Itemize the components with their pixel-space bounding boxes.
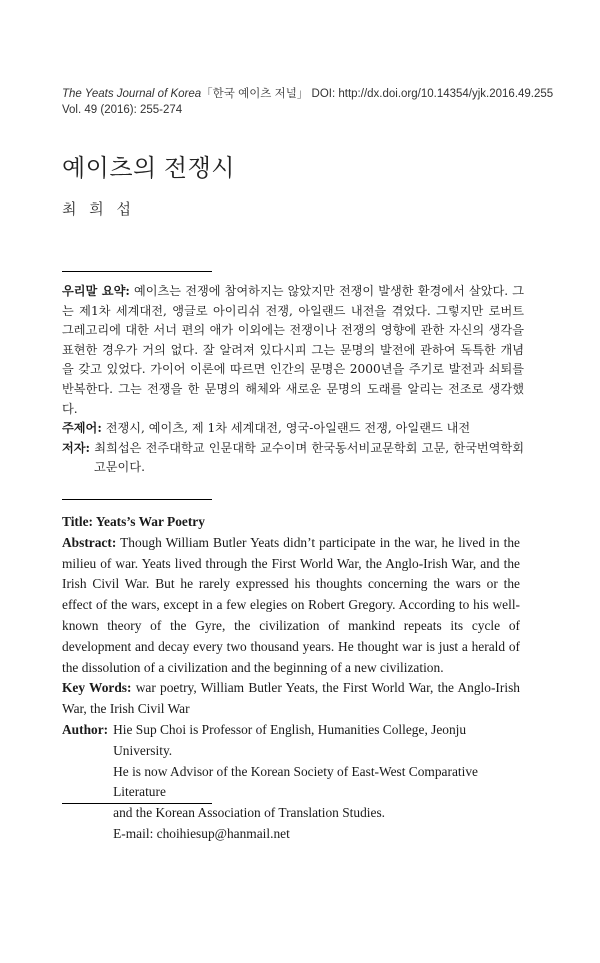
english-title-text: Yeats’s War Poetry [93,514,205,529]
english-title-label: Title: [62,514,93,529]
korean-keywords-text: 전쟁시, 예이츠, 제 1차 세계대전, 영국-아일랜드 전쟁, 아일랜드 내전 [101,421,471,436]
journal-header [62,86,562,118]
journal-citation-line [62,86,562,102]
paper-title: 예이츠의 전쟁시 [62,155,235,182]
english-abstract-label: Abstract: [62,534,117,550]
english-abstract-text: Though William Butler Yeats didn’t participate in the war, he lived in the milieu of war. Yeats lived through the First World War, the Anglo-Irish War, and the Irish Civil War. But he rarely expressed his thoughts concerning the wars or the effect of the wars, except in a few elegies on Robert Gregory. According to his well-known theory of the Gyre, the civilization of mankind repeats its cycle of development and decay every two thousand years. He thought war is just a herald of the dissolution of a civilization and the beginning of a new civilization. [62,534,520,675]
korean-keywords [62,419,524,439]
korean-abstract-text: 예이츠는 전쟁에 참여하지는 않았지만 전쟁이 발생한 환경에서 살았다. 그는 제1차 세계대전, 앵글로 아이리쉬 전쟁, 아일랜드 내전을 겪었다. 그렇지만 로버트 그레고리에 대한 서너 편의 애가 이외에는 전쟁이나 전쟁의 영향에 관한 자신의 생각을 표현한 경우가 거의 없다. 잘 알려져 있다시피 그는 문명의 발전에 관하여 독특한 개념을 갖고 있었다. 가이어 이론에 따르면 인간의 문명은 2000년을 주기로 발전과 쇠퇴를 반복한다. 그는 전쟁을 한 문명의 해체와 새로운 문명의 도래를 알리는 전조로 생각했다. [62,284,525,416]
english-abstract [62,533,520,679]
english-author-body [113,720,520,845]
author-email[interactable]: E-mail: choihiesup@hanmail.net [113,825,290,841]
english-author-line: He is now Advisor of the Korean Society of East-West Comparative Literature [113,763,478,800]
korean-author-label: 저자: [62,440,91,455]
volume-info: Vol. 49 (2016): 255-274 [62,104,183,116]
korean-abstract [62,282,524,419]
english-abstract-section [62,512,520,845]
english-keywords-text: war poetry, William Butler Yeats, the First World War, the Anglo-Irish War, the Irish Civil War [62,680,520,717]
paper-author: 최 희 섭 [62,200,136,218]
english-author-label: Author: [62,721,109,737]
journal-name: The Yeats Journal of Korea [62,88,202,100]
english-keywords [62,678,520,720]
english-title [62,512,520,533]
korean-abstract-section [62,282,524,478]
korean-author-info [62,439,524,478]
korean-author-text: 최희섭은 전주대학교 인문대학 교수이며 한국동서비교문학회 고문, 한국번역학회고문이다. [90,440,524,475]
section-divider-bottom [62,803,212,804]
journal-korean-name: 「한국 예이츠 저널」 [201,88,309,100]
english-author-line: Hie Sup Choi is Professor of English, Humanities College, Jeonju University. [113,721,467,758]
section-divider-top [62,271,212,272]
korean-keywords-label: 주제어: [62,421,102,436]
section-divider-middle [62,499,212,500]
doi-link[interactable]: DOI: http://dx.doi.org/10.14354/yjk.2016.49.255 [311,88,554,100]
korean-abstract-label: 우리말 요약: [62,284,130,298]
english-keywords-label: Key Words: [62,680,132,696]
english-author-line: and the Korean Association of Translation Studies. [113,805,386,821]
english-author-info [62,720,520,845]
